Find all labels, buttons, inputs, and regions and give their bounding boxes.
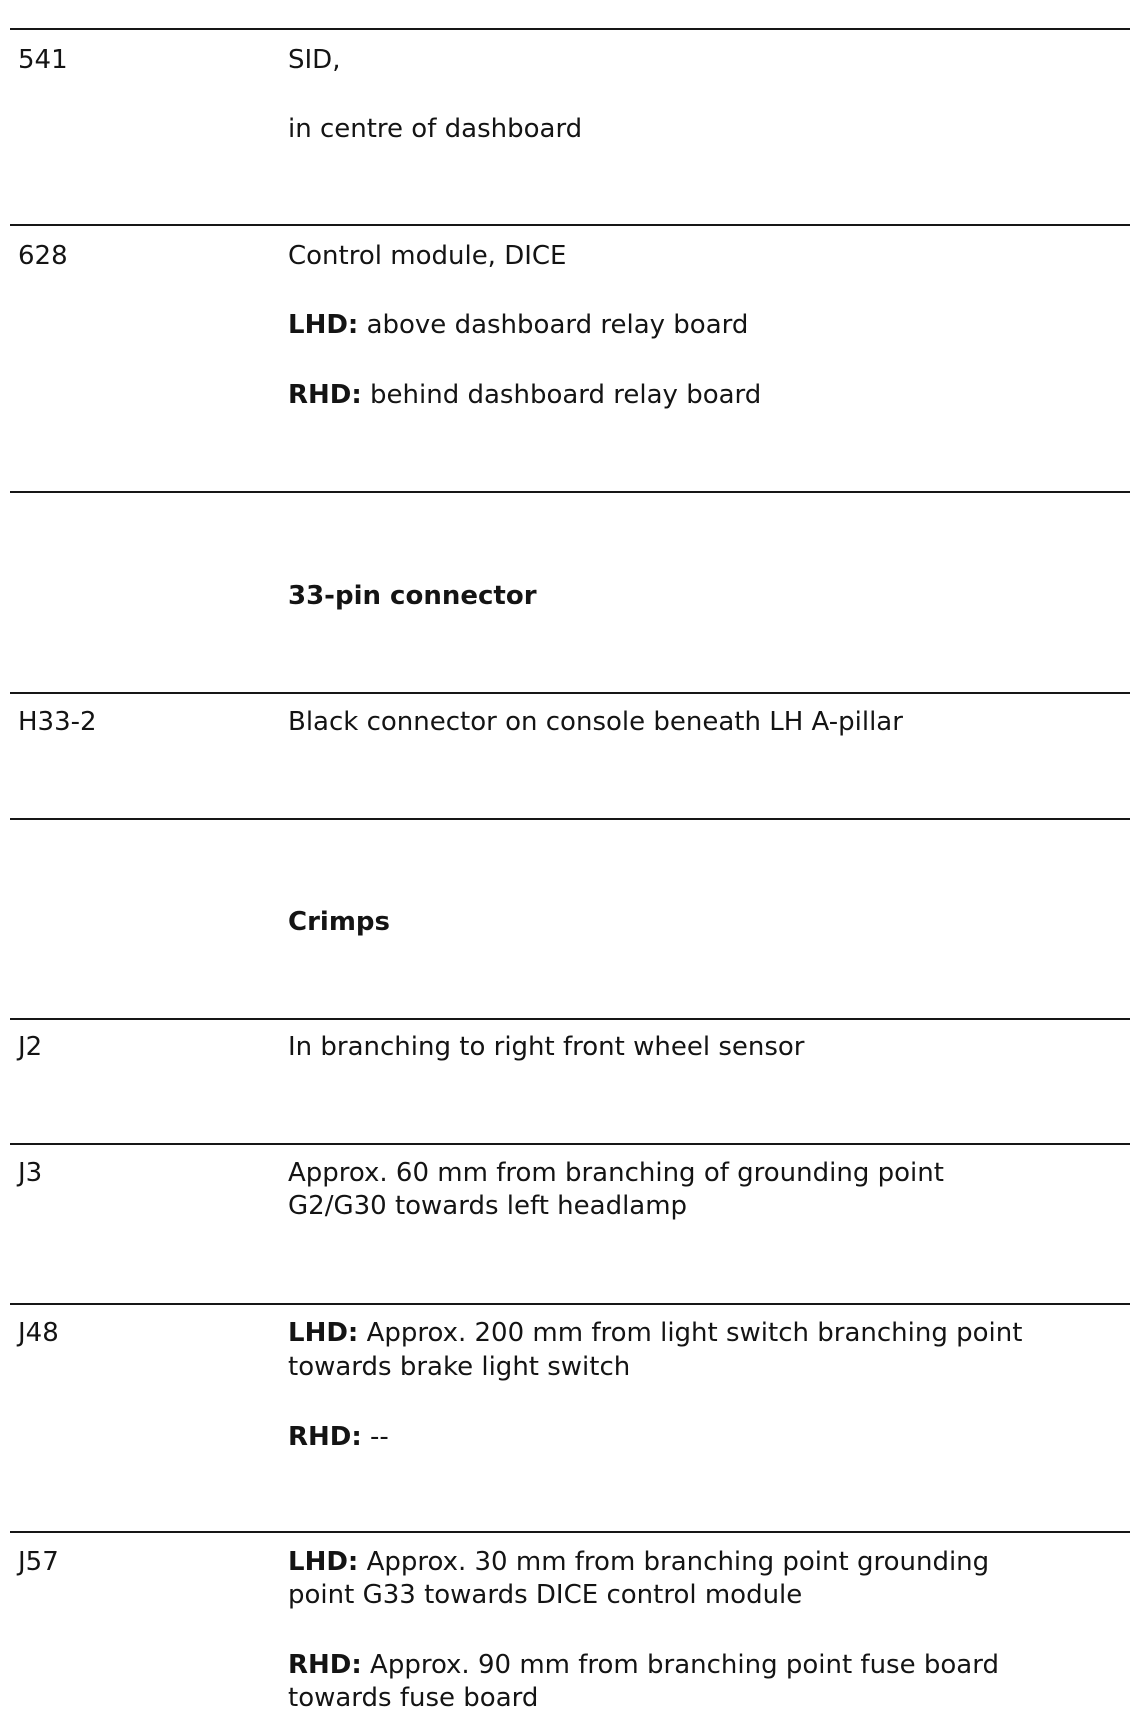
row-description-line: In branching to right front wheel sensor (288, 1032, 805, 1062)
table-rule (10, 1018, 1130, 1020)
row-code: J48 (18, 1318, 59, 1348)
row-description-line: RHD: -- (288, 1422, 389, 1452)
row-description-line: SID, (288, 45, 341, 75)
table-rule (10, 1303, 1130, 1305)
row-code: J3 (18, 1158, 43, 1188)
table-rule (10, 224, 1130, 226)
row-code: 628 (18, 241, 68, 271)
row-description-line: G2/G30 towards left headlamp (288, 1191, 688, 1221)
row-description-line: point G33 towards DICE control module (288, 1580, 803, 1610)
row-code: 541 (18, 45, 68, 75)
table-rule (10, 491, 1130, 493)
row-description-line: Control module, DICE (288, 241, 567, 271)
row-description-line: Black connector on console beneath LH A-pillar (288, 707, 903, 737)
row-description-line: RHD: behind dashboard relay board (288, 380, 762, 410)
section-heading: 33-pin connector (288, 581, 537, 611)
section-heading: Crimps (288, 907, 390, 937)
row-description-line: in centre of dashboard (288, 114, 583, 144)
row-description-line: LHD: above dashboard relay board (288, 310, 749, 340)
row-description-line: towards brake light switch (288, 1352, 631, 1382)
table-rule (10, 28, 1130, 30)
row-description-line: RHD: Approx. 90 mm from branching point fuse board (288, 1650, 999, 1680)
table-rule (10, 818, 1130, 820)
row-description-line: LHD: Approx. 200 mm from light switch branching point (288, 1318, 1023, 1348)
row-description-line: LHD: Approx. 30 mm from branching point grounding (288, 1547, 990, 1577)
row-code: J2 (18, 1032, 43, 1062)
table-rule (10, 1531, 1130, 1533)
row-code: H33-2 (18, 707, 97, 737)
table-rule (10, 1143, 1130, 1145)
row-description-line: Approx. 60 mm from branching of grounding point (288, 1158, 944, 1188)
row-description-line: towards fuse board (288, 1683, 539, 1713)
row-code: J57 (18, 1547, 59, 1577)
table-rule (10, 692, 1130, 694)
